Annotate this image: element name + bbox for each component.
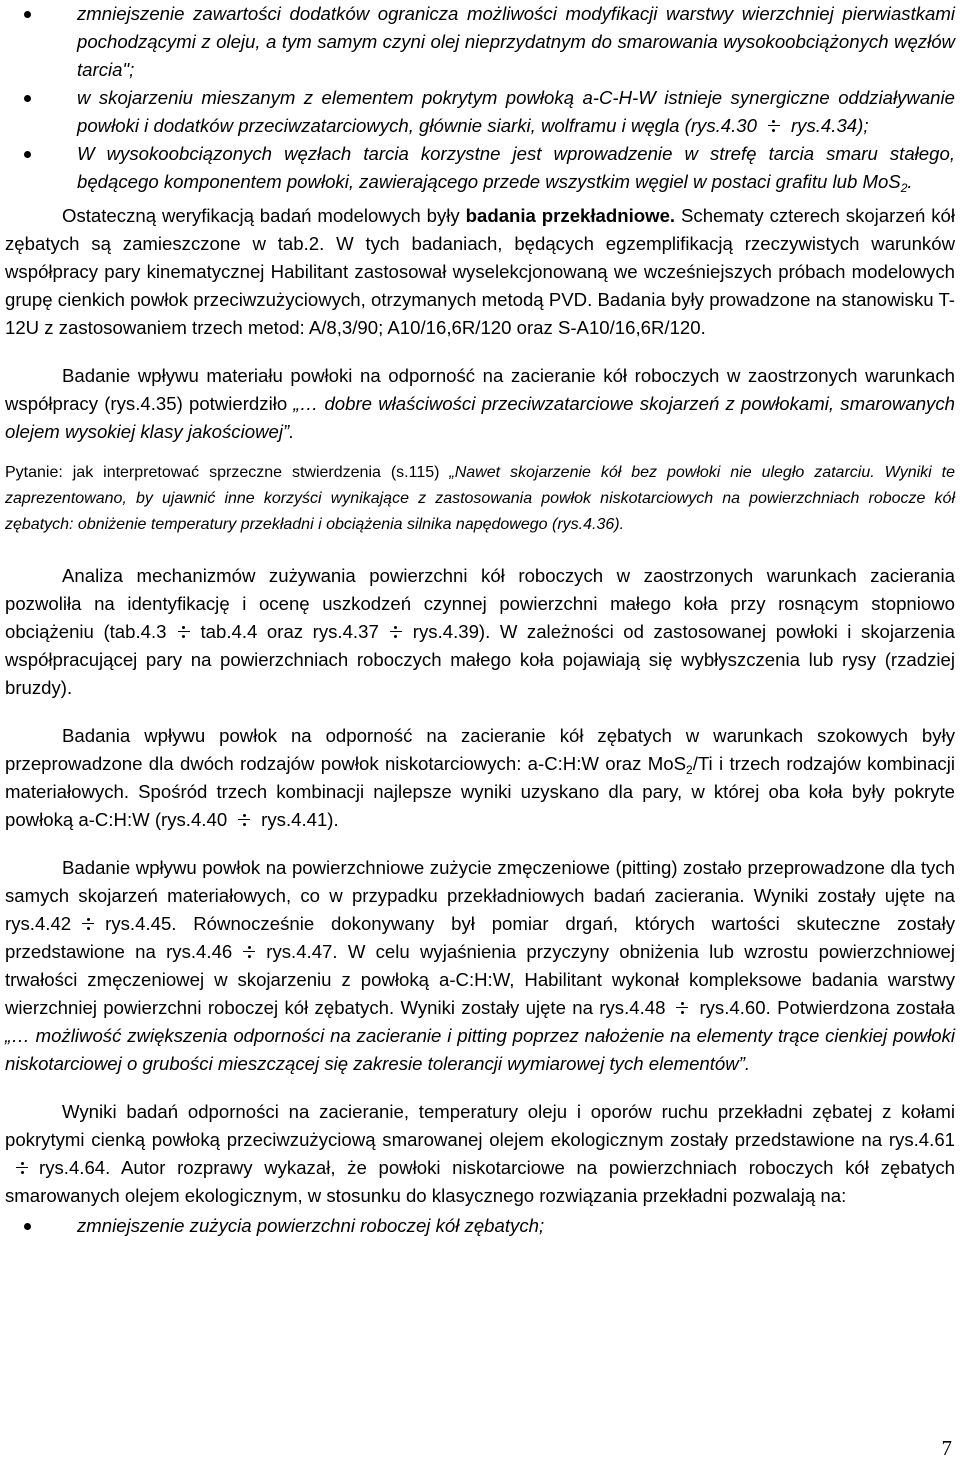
- division-sign-icon: [675, 1001, 689, 1015]
- division-sign-icon: [237, 813, 251, 827]
- page-number: 7: [941, 1436, 952, 1460]
- bullet-icon: [24, 11, 31, 18]
- paragraph-ecological-oil: Wyniki badań odporności na zacieranie, temperatury oleju i oporów ruchu przekładni zębatej z kołami pokrytymi cienką powłoką przeciwzużyciową smarowanej olejem ekologicznym zostały przedstawione na rys.4.61 rys.4.64. Autor rozprawy wykazał, że powłoki niskotarciowe na powierzchniach roboczych kół zębatych smarowanych olejem ekologicznym, w stosunku do klasycznego rozwiązania przekładni pozwalają na:: [5, 1101, 955, 1206]
- bullet-icon: [24, 1223, 31, 1230]
- paragraph-wear-analysis: Analiza mechanizmów zużywania powierzchni kół roboczych w zaostrzonych warunkach zacierania pozwoliła na identyfikację i ocenę uszkodzeń czynnej powierzchni małego koła przy rosnącym stopniowo obciążeniu (tab.4.3 tab.4.4 oraz rys.4.37 rys.4.39). W zależności od zastosowanej powłoki i skojarzenia współpracującej pary na powierzchniach roboczych małego koła pojawiają się wybłyszczenia lub rysy (rzadziej bruzdy).: [5, 565, 955, 698]
- division-sign-icon: [15, 1161, 29, 1175]
- paragraph-reviewer-question: Pytanie: jak interpretować sprzeczne stwierdzenia (s.115) „Nawet skojarzenie kół bez powłoki nie uległo zatarciu. Wyniki te zaprezentowano, by ujawnić inne korzyści wynikające z zastosowania powłok niskotarciowych na powierzchniach robocze kół zębatych: obniżenie temperatury przekładni i obciążenia silnika napędowego (rys.4.36).: [5, 464, 956, 533]
- document-page: [5, 0, 955, 1240]
- division-sign-icon: [242, 945, 256, 959]
- paragraph-gear-tests: Ostateczną weryfikacją badań modelowych były badania przekładniowe. Schematy czterech skojarzeń kół zębatych są zamieszczone w tab.2. W tych badaniach, będących egzemplifikacją rzeczywistych warunków współpracy pary kinematycznej Habilitant zastosował wyselekcjonowaną we wcześniejszych próbach modelowych grupę cienkich powłok przeciwzużyciowych, otrzymanych metodą PVD. Badania były prowadzone na stanowisku T-12U z zastosowaniem trzech metod: A/8,3/90; A10/16,6R/120 oraz S-A10/16,6R/120.: [5, 205, 955, 338]
- division-sign-icon: [767, 119, 781, 133]
- paragraph-seizure-resistance: Badanie wpływu materiału powłoki na odporność na zacieranie kół roboczych w zaostrzonych warunkach współpracy (rys.4.35) potwierdziło „… dobre właściwości przeciwzatarciowe skojarzeń z powłokami, smarowanych olejem wysokiej klasy jakościowej”.: [5, 365, 955, 442]
- paragraph-shock-conditions: Badania wpływu powłok na odporność na zacieranie kół zębatych w warunkach szokowych były przeprowadzone dla dwóch rodzajów powłok niskotarciowych: a-C:H:W oraz MoS$_2$/Ti i trzech rodzajów kombinacji materiałowych. Spośród trzech kombinacji najlepsze wyniki uzyskano dla pary, w której oba koła były pokryte powłoką a-C:H:W (rys.4.40 rys.4.41).: [5, 725, 955, 830]
- division-sign-icon: [389, 625, 403, 639]
- bullet-icon: [24, 95, 31, 102]
- paragraph-pitting: Badanie wpływu powłok na powierzchniowe zużycie zmęczeniowe (pitting) zostało przeprowadzone dla tych samych skojarzeń materiałowych, co w przypadku przekładniowych badań zacierania. Wyniki zostały ujęte na rys.4.42 rys.4.45. Równocześnie dokonywany był pomiar drgań, których wartości skuteczne zostały przedstawione na rys.4.46 rys.4.47. W celu wyjaśnienia przyczyny obniżenia lub wzrostu powierzchniowej trwałości zmęczeniowej w skojarzeniu z powłoką a-C:H:W, Habilitant wykonał kompleksowe badania warstwy wierzchniej powierzchni roboczej kół zębatych. Wyniki zostały ujęte na rys.4.48 rys.4.60. Potwierdzona została „… możliwość zwiększenia odporności na zacieranie i pitting poprzez nałożenie na elementy trące cienkiej powłoki niskotarciowej o grubości mieszczącej się zakresie tolerancji wymiarowej tych elementów”.: [5, 857, 955, 1074]
- list-item: zmniejszenie zużycia powierzchni roboczej kół zębatych;: [5, 1212, 955, 1240]
- division-sign-icon: [81, 917, 95, 931]
- division-sign-icon: [177, 625, 191, 639]
- list-item: zmniejszenie zawartości dodatków ogranicza możliwości modyfikacji warstwy wierzchniej pierwiastkami pochodzącymi z oleju, a tym samym czyni olej nieprzydatnym do smarowania wysokoobciążonych węzłów tarcia";: [5, 0, 955, 84]
- bullet-icon: [24, 151, 31, 158]
- list-item: w skojarzeniu mieszanym z elementem pokrytym powłoką a-C-H-W istnieje synergiczne oddziaływanie powłoki i dodatków przeciwzatarciowych, głównie siarki, wolframu i węgla (rys.4.30 rys.4.34);: [5, 84, 955, 140]
- list-item: W wysokoobciązonych węzłach tarcia korzystne jest wprowadzenie w strefę tarcia smaru stałego, będącego komponentem powłoki, zawierającego przede wszystkim węgiel w postaci grafitu lub MoS$_2$.: [5, 140, 955, 196]
